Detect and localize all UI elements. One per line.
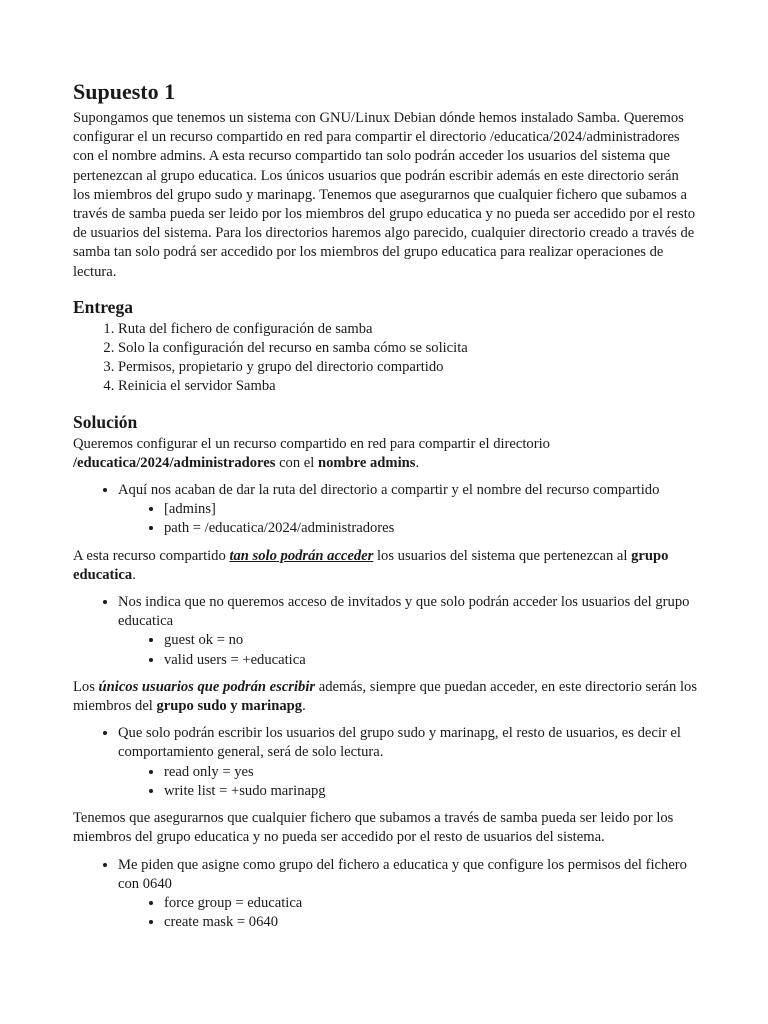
sub-list <box>118 894 698 932</box>
text-run: con el <box>275 454 318 471</box>
solucion-heading: Solución <box>73 411 138 432</box>
bullet-text: Aquí nos acaban de dar la ruta del directorio a compartir y el nombre del recurso compartido <box>118 482 660 499</box>
bullet-text: Me piden que asigne como grupo del fichero a educatica y que configure los permisos del fichero con 0640 <box>118 856 687 892</box>
bullet-text: Nos indica que no queremos acceso de invitados y que solo podrán acceder los usuarios del grupo educatica <box>118 594 690 630</box>
text-run: además, siempre que puedan acceder, en este directorio serán los miembros del <box>73 678 698 715</box>
document-body <box>73 78 698 940</box>
emphasis-text: únicos usuarios que podrán escribir <box>98 678 316 695</box>
list-item <box>118 593 698 670</box>
text-run: Los <box>73 678 99 695</box>
emphasis-text: tan solo podrán acceder <box>229 547 374 564</box>
text-run: A esta recurso compartido <box>73 547 230 564</box>
solucion-paragraph-3 <box>73 678 698 716</box>
config-line: • force group = educatica <box>164 894 698 913</box>
sub-list <box>118 763 698 801</box>
text-run: . <box>302 698 306 715</box>
bullet-list-4 <box>73 856 698 933</box>
list-item: 1. Ruta del fichero de configuración de samba <box>118 320 698 339</box>
bold-path: /educatica/2024/administradores <box>73 454 276 471</box>
config-line: • write list = +sudo marinapg <box>164 782 698 801</box>
intro-paragraph: Supongamos que tenemos un sistema con GNU/Linux Debian dónde hemos instalado Samba. Queremos configurar el un recurso compartido en red para compartir el directorio /educatica/2024/administradores con el nombre admins. A esta recurso compartido tan solo podrán acceder los usuarios del sistema que pertenezcan al grupo educatica. Los únicos usuarios que podrán escribir además en este directorio serán los miembros del grupo sudo y marinapg. Tenemos que asegurarnos que cualquier fichero que subamos a través de samba pueda ser leido por los miembros del grupo educatica y no pueda ser accedido por el resto de usuarios del sistema. Para los directorios haremos algo parecido, cualquier directorio creado a través de samba tan solo podrá ser accedido por los miembros del grupo educatica para realizar operaciones de lectura. <box>73 110 696 280</box>
solucion-paragraph-1 <box>73 435 698 473</box>
list-item: 4. Reinicia el servidor Samba <box>118 377 698 396</box>
sub-list <box>118 500 698 538</box>
bullet-list-1 <box>73 481 698 539</box>
list-item <box>118 856 698 933</box>
solucion-paragraph-2 <box>73 547 698 585</box>
text-run: Queremos configurar el un recurso compartido en red para compartir el directorio <box>73 435 550 452</box>
entrega-heading: Entrega <box>73 296 133 317</box>
list-item: 2. Solo la configuración del recurso en samba cómo se solicita <box>118 339 698 358</box>
bullet-list-2 <box>73 593 698 670</box>
list-item: 3. Permisos, propietario y grupo del directorio compartido <box>118 358 698 377</box>
config-line: • [admins] <box>164 500 698 519</box>
bold-share-name: nombre admins <box>317 454 416 471</box>
list-item <box>118 724 698 801</box>
solucion-paragraph-4: Tenemos que asegurarnos que cualquier fichero que subamos a través de samba pueda ser leido por los miembros del grupo educatica y no pueda ser accedido por el resto de usuarios del sistema. <box>73 810 674 846</box>
text-run: . <box>415 454 420 471</box>
text-run: . <box>132 566 136 583</box>
config-line: • read only = yes <box>164 763 698 782</box>
sub-list <box>118 631 698 669</box>
bold-group: grupo educatica <box>73 547 669 583</box>
bold-group: grupo sudo y marinapg <box>156 698 303 715</box>
config-line: • valid users = +educatica <box>164 651 698 670</box>
bullet-list-3 <box>73 724 698 801</box>
list-item <box>118 481 698 539</box>
config-line: • create mask = 0640 <box>164 913 698 932</box>
page-title: Supuesto 1 <box>73 79 176 104</box>
config-line: • path = /educatica/2024/administradores <box>164 519 698 538</box>
config-line: • guest ok = no <box>164 631 698 650</box>
text-run: los usuarios del sistema que pertenezcan al <box>373 547 632 564</box>
entrega-list <box>73 320 698 397</box>
bullet-text: Que solo podrán escribir los usuarios del grupo sudo y marinapg, el resto de usuarios, es decir el comportamiento general, será de solo lectura. <box>118 725 681 761</box>
